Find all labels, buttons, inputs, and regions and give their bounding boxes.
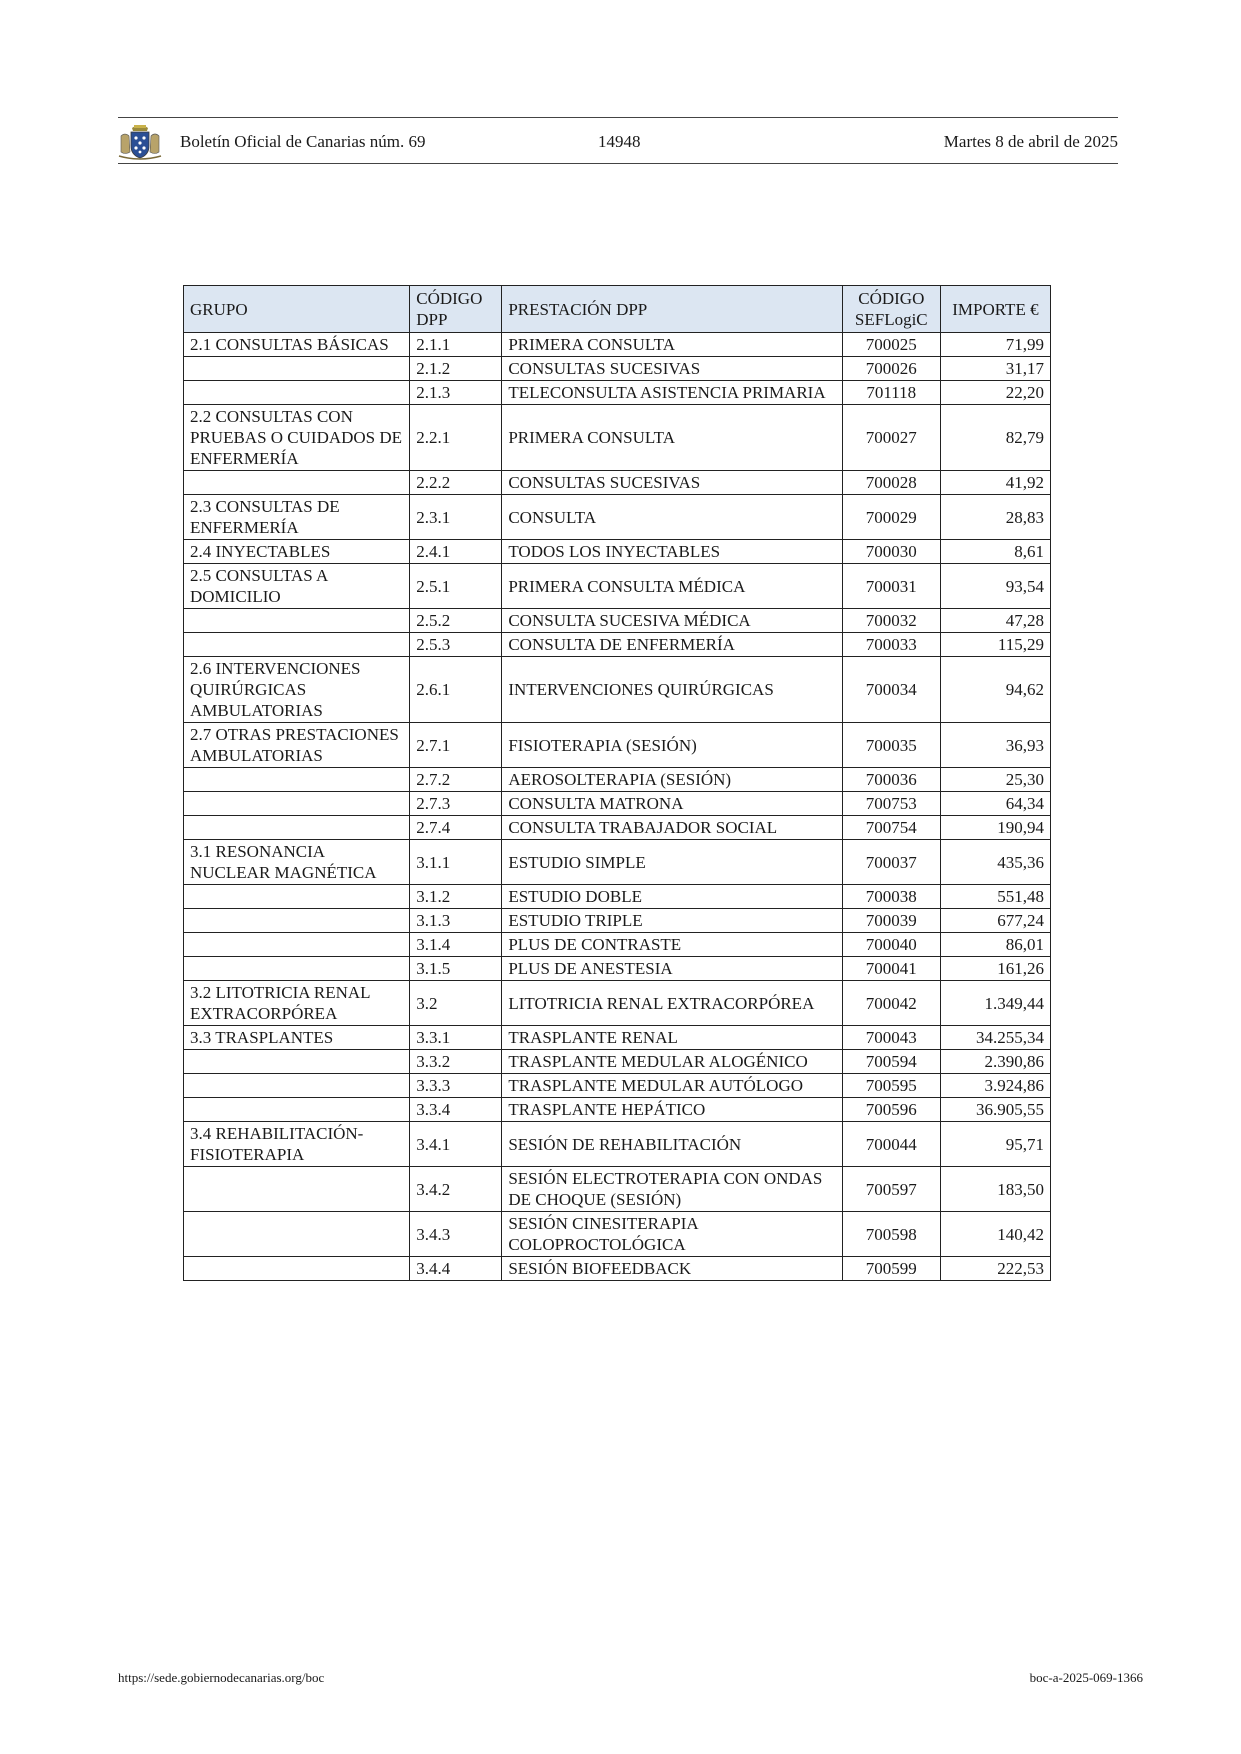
table-row	[184, 981, 1051, 1026]
cell-codigo-sef: 700029	[842, 495, 940, 540]
cell-importe: 93,54	[940, 564, 1050, 609]
cell-codigo-sef: 700596	[842, 1098, 940, 1122]
cell-grupo: 2.1 CONSULTAS BÁSICAS	[184, 333, 410, 357]
cell-codigo-dpp: 3.3.3	[410, 1074, 502, 1098]
footer-reference: boc-a-2025-069-1366	[1029, 1670, 1143, 1685]
cell-importe: 2.390,86	[940, 1050, 1050, 1074]
table-row	[184, 381, 1051, 405]
cell-prestacion: ESTUDIO TRIPLE	[502, 909, 842, 933]
page-number: 14948	[598, 132, 641, 151]
cell-prestacion: CONSULTA MATRONA	[502, 792, 842, 816]
cell-codigo-sef: 700027	[842, 405, 940, 471]
cell-grupo	[184, 816, 410, 840]
cell-grupo	[184, 1098, 410, 1122]
cell-prestacion: TRASPLANTE MEDULAR AUTÓLOGO	[502, 1074, 842, 1098]
cell-grupo	[184, 471, 410, 495]
table-row	[184, 357, 1051, 381]
cell-codigo-sef: 700597	[842, 1167, 940, 1212]
cell-codigo-dpp: 2.1.3	[410, 381, 502, 405]
cell-codigo-dpp: 3.4.2	[410, 1167, 502, 1212]
cell-codigo-dpp: 3.4.1	[410, 1122, 502, 1167]
cell-grupo	[184, 1257, 410, 1281]
cell-codigo-sef: 700039	[842, 909, 940, 933]
table-body	[184, 333, 1051, 1281]
cell-codigo-sef: 700038	[842, 885, 940, 909]
cell-prestacion: SESIÓN CINESITERAPIA COLOPROCTOLÓGICA	[502, 1212, 842, 1257]
cell-codigo-dpp: 3.2	[410, 981, 502, 1026]
cell-codigo-dpp: 2.3.1	[410, 495, 502, 540]
cell-prestacion: TRASPLANTE HEPÁTICO	[502, 1098, 842, 1122]
cell-codigo-sef: 700598	[842, 1212, 940, 1257]
cell-importe: 1.349,44	[940, 981, 1050, 1026]
cell-codigo-dpp: 2.7.2	[410, 768, 502, 792]
cell-grupo: 2.7 OTRAS PRESTACIONES AMBULATORIAS	[184, 723, 410, 768]
cell-grupo	[184, 1050, 410, 1074]
cell-codigo-sef: 700036	[842, 768, 940, 792]
cell-importe: 8,61	[940, 540, 1050, 564]
table-row	[184, 1074, 1051, 1098]
page-header	[118, 117, 1118, 164]
cell-prestacion: SESIÓN BIOFEEDBACK	[502, 1257, 842, 1281]
cell-grupo	[184, 957, 410, 981]
table-row	[184, 333, 1051, 357]
header-prestacion: PRESTACIÓN DPP	[502, 286, 842, 333]
table-row	[184, 564, 1051, 609]
cell-codigo-sef: 700041	[842, 957, 940, 981]
table-row	[184, 909, 1051, 933]
cell-codigo-dpp: 3.1.1	[410, 840, 502, 885]
table-row	[184, 633, 1051, 657]
coat-of-arms-icon	[118, 122, 162, 160]
cell-prestacion: INTERVENCIONES QUIRÚRGICAS	[502, 657, 842, 723]
cell-grupo	[184, 357, 410, 381]
cell-prestacion: PLUS DE CONTRASTE	[502, 933, 842, 957]
cell-prestacion: AEROSOLTERAPIA (SESIÓN)	[502, 768, 842, 792]
table-row	[184, 657, 1051, 723]
cell-prestacion: SESIÓN DE REHABILITACIÓN	[502, 1122, 842, 1167]
cell-codigo-dpp: 3.3.1	[410, 1026, 502, 1050]
cell-prestacion: CONSULTA DE ENFERMERÍA	[502, 633, 842, 657]
cell-codigo-dpp: 2.5.3	[410, 633, 502, 657]
cell-importe: 64,34	[940, 792, 1050, 816]
cell-grupo	[184, 1074, 410, 1098]
table-row	[184, 885, 1051, 909]
cell-codigo-dpp: 3.3.2	[410, 1050, 502, 1074]
cell-codigo-dpp: 2.5.1	[410, 564, 502, 609]
cell-importe: 115,29	[940, 633, 1050, 657]
cell-importe: 190,94	[940, 816, 1050, 840]
cell-importe: 140,42	[940, 1212, 1050, 1257]
table-row	[184, 1026, 1051, 1050]
cell-prestacion: TODOS LOS INYECTABLES	[502, 540, 842, 564]
cell-grupo	[184, 885, 410, 909]
cell-codigo-sef: 700037	[842, 840, 940, 885]
cell-importe: 435,36	[940, 840, 1050, 885]
cell-importe: 95,71	[940, 1122, 1050, 1167]
cell-prestacion: PRIMERA CONSULTA MÉDICA	[502, 564, 842, 609]
cell-grupo: 3.3 TRASPLANTES	[184, 1026, 410, 1050]
header-codigo-dpp: CÓDIGO DPP	[410, 286, 502, 333]
cell-importe: 3.924,86	[940, 1074, 1050, 1098]
cell-importe: 677,24	[940, 909, 1050, 933]
footer-url: https://sede.gobiernodecanarias.org/boc	[118, 1670, 325, 1685]
cell-codigo-sef: 700040	[842, 933, 940, 957]
table-row	[184, 1212, 1051, 1257]
table-row	[184, 471, 1051, 495]
cell-codigo-dpp: 3.1.3	[410, 909, 502, 933]
header-importe: IMPORTE €	[940, 286, 1050, 333]
cell-grupo	[184, 909, 410, 933]
table-row	[184, 792, 1051, 816]
table-row	[184, 1122, 1051, 1167]
table-row	[184, 1167, 1051, 1212]
table-row	[184, 1257, 1051, 1281]
cell-grupo	[184, 1212, 410, 1257]
cell-codigo-sef: 700034	[842, 657, 940, 723]
cell-grupo	[184, 609, 410, 633]
cell-grupo	[184, 633, 410, 657]
cell-prestacion: FISIOTERAPIA (SESIÓN)	[502, 723, 842, 768]
cell-codigo-dpp: 2.1.1	[410, 333, 502, 357]
cell-codigo-sef: 700753	[842, 792, 940, 816]
cell-codigo-dpp: 3.4.4	[410, 1257, 502, 1281]
table-row	[184, 1098, 1051, 1122]
cell-grupo: 2.4 INYECTABLES	[184, 540, 410, 564]
cell-prestacion: CONSULTA SUCESIVA MÉDICA	[502, 609, 842, 633]
cell-codigo-sef: 700030	[842, 540, 940, 564]
cell-importe: 161,26	[940, 957, 1050, 981]
cell-importe: 22,20	[940, 381, 1050, 405]
cell-codigo-dpp: 2.7.3	[410, 792, 502, 816]
cell-importe: 34.255,34	[940, 1026, 1050, 1050]
table-row	[184, 540, 1051, 564]
cell-codigo-dpp: 2.2.2	[410, 471, 502, 495]
cell-codigo-dpp: 2.7.4	[410, 816, 502, 840]
cell-importe: 41,92	[940, 471, 1050, 495]
cell-prestacion: TRASPLANTE RENAL	[502, 1026, 842, 1050]
cell-importe: 25,30	[940, 768, 1050, 792]
cell-prestacion: TRASPLANTE MEDULAR ALOGÉNICO	[502, 1050, 842, 1074]
cell-codigo-dpp: 2.4.1	[410, 540, 502, 564]
cell-codigo-dpp: 3.4.3	[410, 1212, 502, 1257]
cell-grupo: 3.4 REHABILITACIÓN-FISIOTERAPIA	[184, 1122, 410, 1167]
cell-codigo-sef: 700026	[842, 357, 940, 381]
cell-grupo: 3.1 RESONANCIA NUCLEAR MAGNÉTICA	[184, 840, 410, 885]
cell-prestacion: PRIMERA CONSULTA	[502, 405, 842, 471]
cell-codigo-dpp: 2.2.1	[410, 405, 502, 471]
cell-grupo	[184, 792, 410, 816]
cell-grupo	[184, 768, 410, 792]
cell-codigo-sef: 700754	[842, 816, 940, 840]
cell-codigo-sef: 700033	[842, 633, 940, 657]
cell-codigo-dpp: 3.1.4	[410, 933, 502, 957]
cell-codigo-sef: 700594	[842, 1050, 940, 1074]
cell-importe: 71,99	[940, 333, 1050, 357]
table-header-row	[184, 286, 1051, 333]
cell-codigo-sef: 700032	[842, 609, 940, 633]
cell-grupo: 3.2 LITOTRICIA RENAL EXTRACORPÓREA	[184, 981, 410, 1026]
cell-codigo-sef: 700043	[842, 1026, 940, 1050]
cell-prestacion: CONSULTA	[502, 495, 842, 540]
table-row	[184, 816, 1051, 840]
cell-prestacion: PLUS DE ANESTESIA	[502, 957, 842, 981]
cell-prestacion: CONSULTA TRABAJADOR SOCIAL	[502, 816, 842, 840]
cell-codigo-dpp: 3.1.5	[410, 957, 502, 981]
cell-codigo-sef: 700595	[842, 1074, 940, 1098]
cell-importe: 36.905,55	[940, 1098, 1050, 1122]
table-row	[184, 405, 1051, 471]
cell-codigo-dpp: 2.5.2	[410, 609, 502, 633]
cell-importe: 551,48	[940, 885, 1050, 909]
table-row	[184, 609, 1051, 633]
cell-codigo-dpp: 3.1.2	[410, 885, 502, 909]
cell-grupo: 2.3 CONSULTAS DE ENFERMERÍA	[184, 495, 410, 540]
cell-codigo-dpp: 2.1.2	[410, 357, 502, 381]
table-row	[184, 723, 1051, 768]
cell-importe: 94,62	[940, 657, 1050, 723]
cell-importe: 82,79	[940, 405, 1050, 471]
table-row	[184, 1050, 1051, 1074]
cell-prestacion: ESTUDIO DOBLE	[502, 885, 842, 909]
cell-grupo: 2.2 CONSULTAS CON PRUEBAS O CUIDADOS DE ENFERMERÍA	[184, 405, 410, 471]
table-row	[184, 768, 1051, 792]
table-row	[184, 957, 1051, 981]
cell-codigo-sef: 700599	[842, 1257, 940, 1281]
cell-prestacion: LITOTRICIA RENAL EXTRACORPÓREA	[502, 981, 842, 1026]
table-row	[184, 840, 1051, 885]
cell-prestacion: SESIÓN ELECTROTERAPIA CON ONDAS DE CHOQUE (SESIÓN)	[502, 1167, 842, 1212]
cell-grupo: 2.5 CONSULTAS A DOMICILIO	[184, 564, 410, 609]
cell-grupo	[184, 381, 410, 405]
table-row	[184, 933, 1051, 957]
header-grupo: GRUPO	[184, 286, 410, 333]
cell-codigo-dpp: 2.6.1	[410, 657, 502, 723]
cell-importe: 86,01	[940, 933, 1050, 957]
cell-codigo-sef: 700042	[842, 981, 940, 1026]
cell-importe: 28,83	[940, 495, 1050, 540]
cell-codigo-sef: 700035	[842, 723, 940, 768]
cell-grupo: 2.6 INTERVENCIONES QUIRÚRGICAS AMBULATORIAS	[184, 657, 410, 723]
cell-grupo	[184, 933, 410, 957]
cell-importe: 36,93	[940, 723, 1050, 768]
cell-prestacion: PRIMERA CONSULTA	[502, 333, 842, 357]
cell-importe: 47,28	[940, 609, 1050, 633]
cell-codigo-sef: 700044	[842, 1122, 940, 1167]
tariff-table	[183, 285, 1051, 1281]
header-codigo-sef: CÓDIGO SEFLogiC	[842, 286, 940, 333]
cell-grupo	[184, 1167, 410, 1212]
cell-codigo-sef: 700031	[842, 564, 940, 609]
cell-codigo-dpp: 2.7.1	[410, 723, 502, 768]
cell-importe: 183,50	[940, 1167, 1050, 1212]
cell-prestacion: CONSULTAS SUCESIVAS	[502, 471, 842, 495]
table-row	[184, 495, 1051, 540]
cell-prestacion: CONSULTAS SUCESIVAS	[502, 357, 842, 381]
cell-codigo-sef: 700028	[842, 471, 940, 495]
publication-date: Martes 8 de abril de 2025	[943, 132, 1118, 151]
cell-prestacion: ESTUDIO SIMPLE	[502, 840, 842, 885]
cell-importe: 222,53	[940, 1257, 1050, 1281]
publication-title: Boletín Oficial de Canarias núm. 69	[180, 132, 426, 151]
cell-codigo-dpp: 3.3.4	[410, 1098, 502, 1122]
cell-codigo-sef: 701118	[842, 381, 940, 405]
cell-prestacion: TELECONSULTA ASISTENCIA PRIMARIA	[502, 381, 842, 405]
cell-codigo-sef: 700025	[842, 333, 940, 357]
cell-importe: 31,17	[940, 357, 1050, 381]
